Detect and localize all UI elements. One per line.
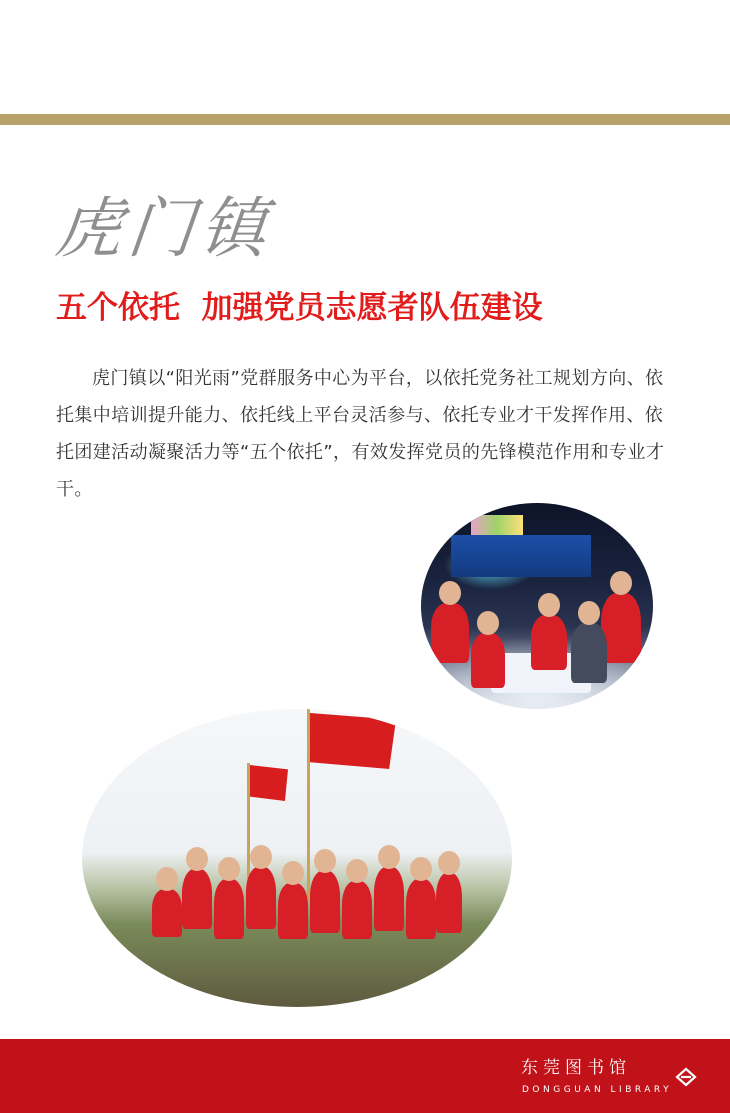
party-flag <box>310 713 396 769</box>
tent-canopy <box>451 535 591 577</box>
tent-banner <box>471 515 523 535</box>
tree-planting-photo <box>82 709 512 1007</box>
volunteer-figure <box>601 593 641 663</box>
night-booth-photo <box>421 503 653 709</box>
volunteer-figure <box>431 603 469 663</box>
library-logo-icon <box>675 1066 697 1088</box>
library-name: 东莞图书馆 <box>521 1058 631 1078</box>
volunteer-flag <box>250 765 288 801</box>
volunteer-figure <box>471 633 505 688</box>
volunteer-crowd <box>142 849 462 939</box>
library-name-en: DONGGUAN LIBRARY <box>522 1085 673 1095</box>
body-paragraph: 虎门镇以“阳光雨”党群服务中心为平台，以依托党务社工规划方向、依托集中培训提升能力、依托线上平台灵活参与、依托专业才干发挥作用、依托团建活动凝聚活力等“五个依托”，有效发挥党员的先锋模范作用和专业才干。 <box>56 368 665 500</box>
child-figure <box>571 623 607 683</box>
page-headline: 五个依托 加强党员志愿者队伍建设 <box>56 290 543 326</box>
volunteer-figure <box>531 615 567 670</box>
town-calligraphy-title: 虎门镇 <box>52 190 277 267</box>
gold-divider <box>0 114 730 125</box>
